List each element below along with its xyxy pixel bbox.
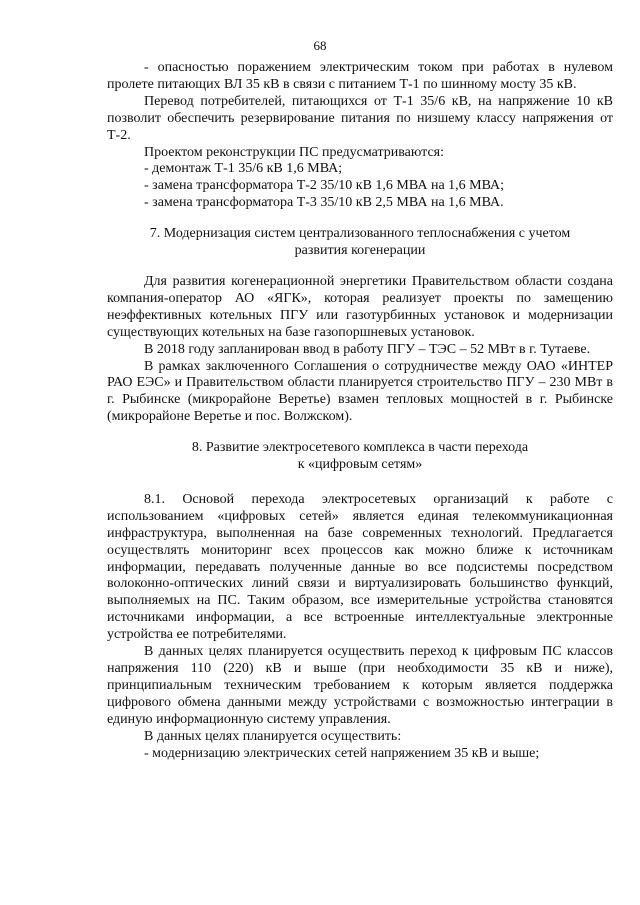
list-item-dismantle-t1: - демонтаж Т-1 35/6 кВ 1,6 МВА; [144,161,343,177]
section-8-heading-line-2: к «цифровым сетям» [297,457,423,473]
list-item-replace-t2: - замена трансформатора Т-2 35/10 кВ 1,6 МВА на 1,6 МВА; [144,178,505,194]
paragraph-cogeneration: Для развития когенерационной энергетики Правительством области создана компания-оператор АО «ЯГК», которая реализует проекты по замещению неэффективных котельных ПГУ или газотурбинных установок и модернизации существующих котельных на базе газопоршневых установок. [107,273,613,340]
page-number: 68 [313,38,327,53]
list-item-modernization: - модернизацию электрических сетей напряжением 35 кВ и выше; [144,745,540,761]
paragraph-risk: - опасностью поражением электрическим током при работах в нулевом пролете питающих ВЛ 35 кВ в связи с питанием Т-1 по шинному мосту 35 кВ. [107,60,613,92]
paragraph-tutaev: В 2018 году запланирован ввод в работу ПГУ – ТЭС – 52 МВт в г. Тутаеве. [144,341,591,357]
paragraph-reconstruction-intro: Проектом реконструкции ПС предусматриваются: [144,144,444,160]
list-item-replace-t3: - замена трансформатора Т-3 35/10 кВ 2,5 МВА на 1,6 МВА. [144,195,504,211]
paragraph-rybinsk: В рамках заключенного Соглашения о сотрудничестве между ОАО «ИНТЕР РАО ЕЭС» и Правительством области планируется строительство ПГУ – 230 МВт в г. Рыбинске (микрорайоне Веретье) взамен тепловых мощностей в г. Рыбинске (микрорайоне Веретье и пос. Волжском). [107,358,613,425]
document-body [107,60,613,762]
section-7-heading-line-2: развития когенерации [294,243,426,259]
section-7-heading-line-1: 7. Модернизация систем централизованного теплоснабжения с учетом [149,226,571,242]
paragraph-digital-networks: 8.1. Основой перехода электросетевых организаций к работе с использованием «цифровых сетей» является единая телекоммуникационная инфраструктура, выполненная на базе современных технологий. Предлагается осуществлять мониторинг всех процессов как можно ближе к источникам информации, передавать полученные данные во все подсистемы посредством волоконно-оптических линий связи и виртуализировать большинство функций, выполняемых на ПС. Таким образом, все измерительные устройства становятся источниками информации, а все встроенные интеллектуальные электронные устройства ее потребителями. [107,491,613,643]
section-8-heading-line-1: 8. Развитие электросетевого комплекса в части перехода [191,440,529,456]
paragraph-digital-substations: В данных целях планируется осуществить переход к цифровым ПС классов напряжения 110 (220) кВ и выше (при необходимости 35 кВ и ниже), принципиальным техническим требованием к которым является поддержка цифрового обмена данными между устройствами с возможностью интеграции в единую информационную систему управления. [107,644,613,727]
paragraph-plan-intro: В данных целях планируется осуществить: [144,728,402,744]
paragraph-consumer-transfer: Перевод потребителей, питающихся от Т-1 35/6 кВ, на напряжение 10 кВ позволит обеспечить резервирование питания по низшему классу напряжения от Т-2. [107,93,613,143]
